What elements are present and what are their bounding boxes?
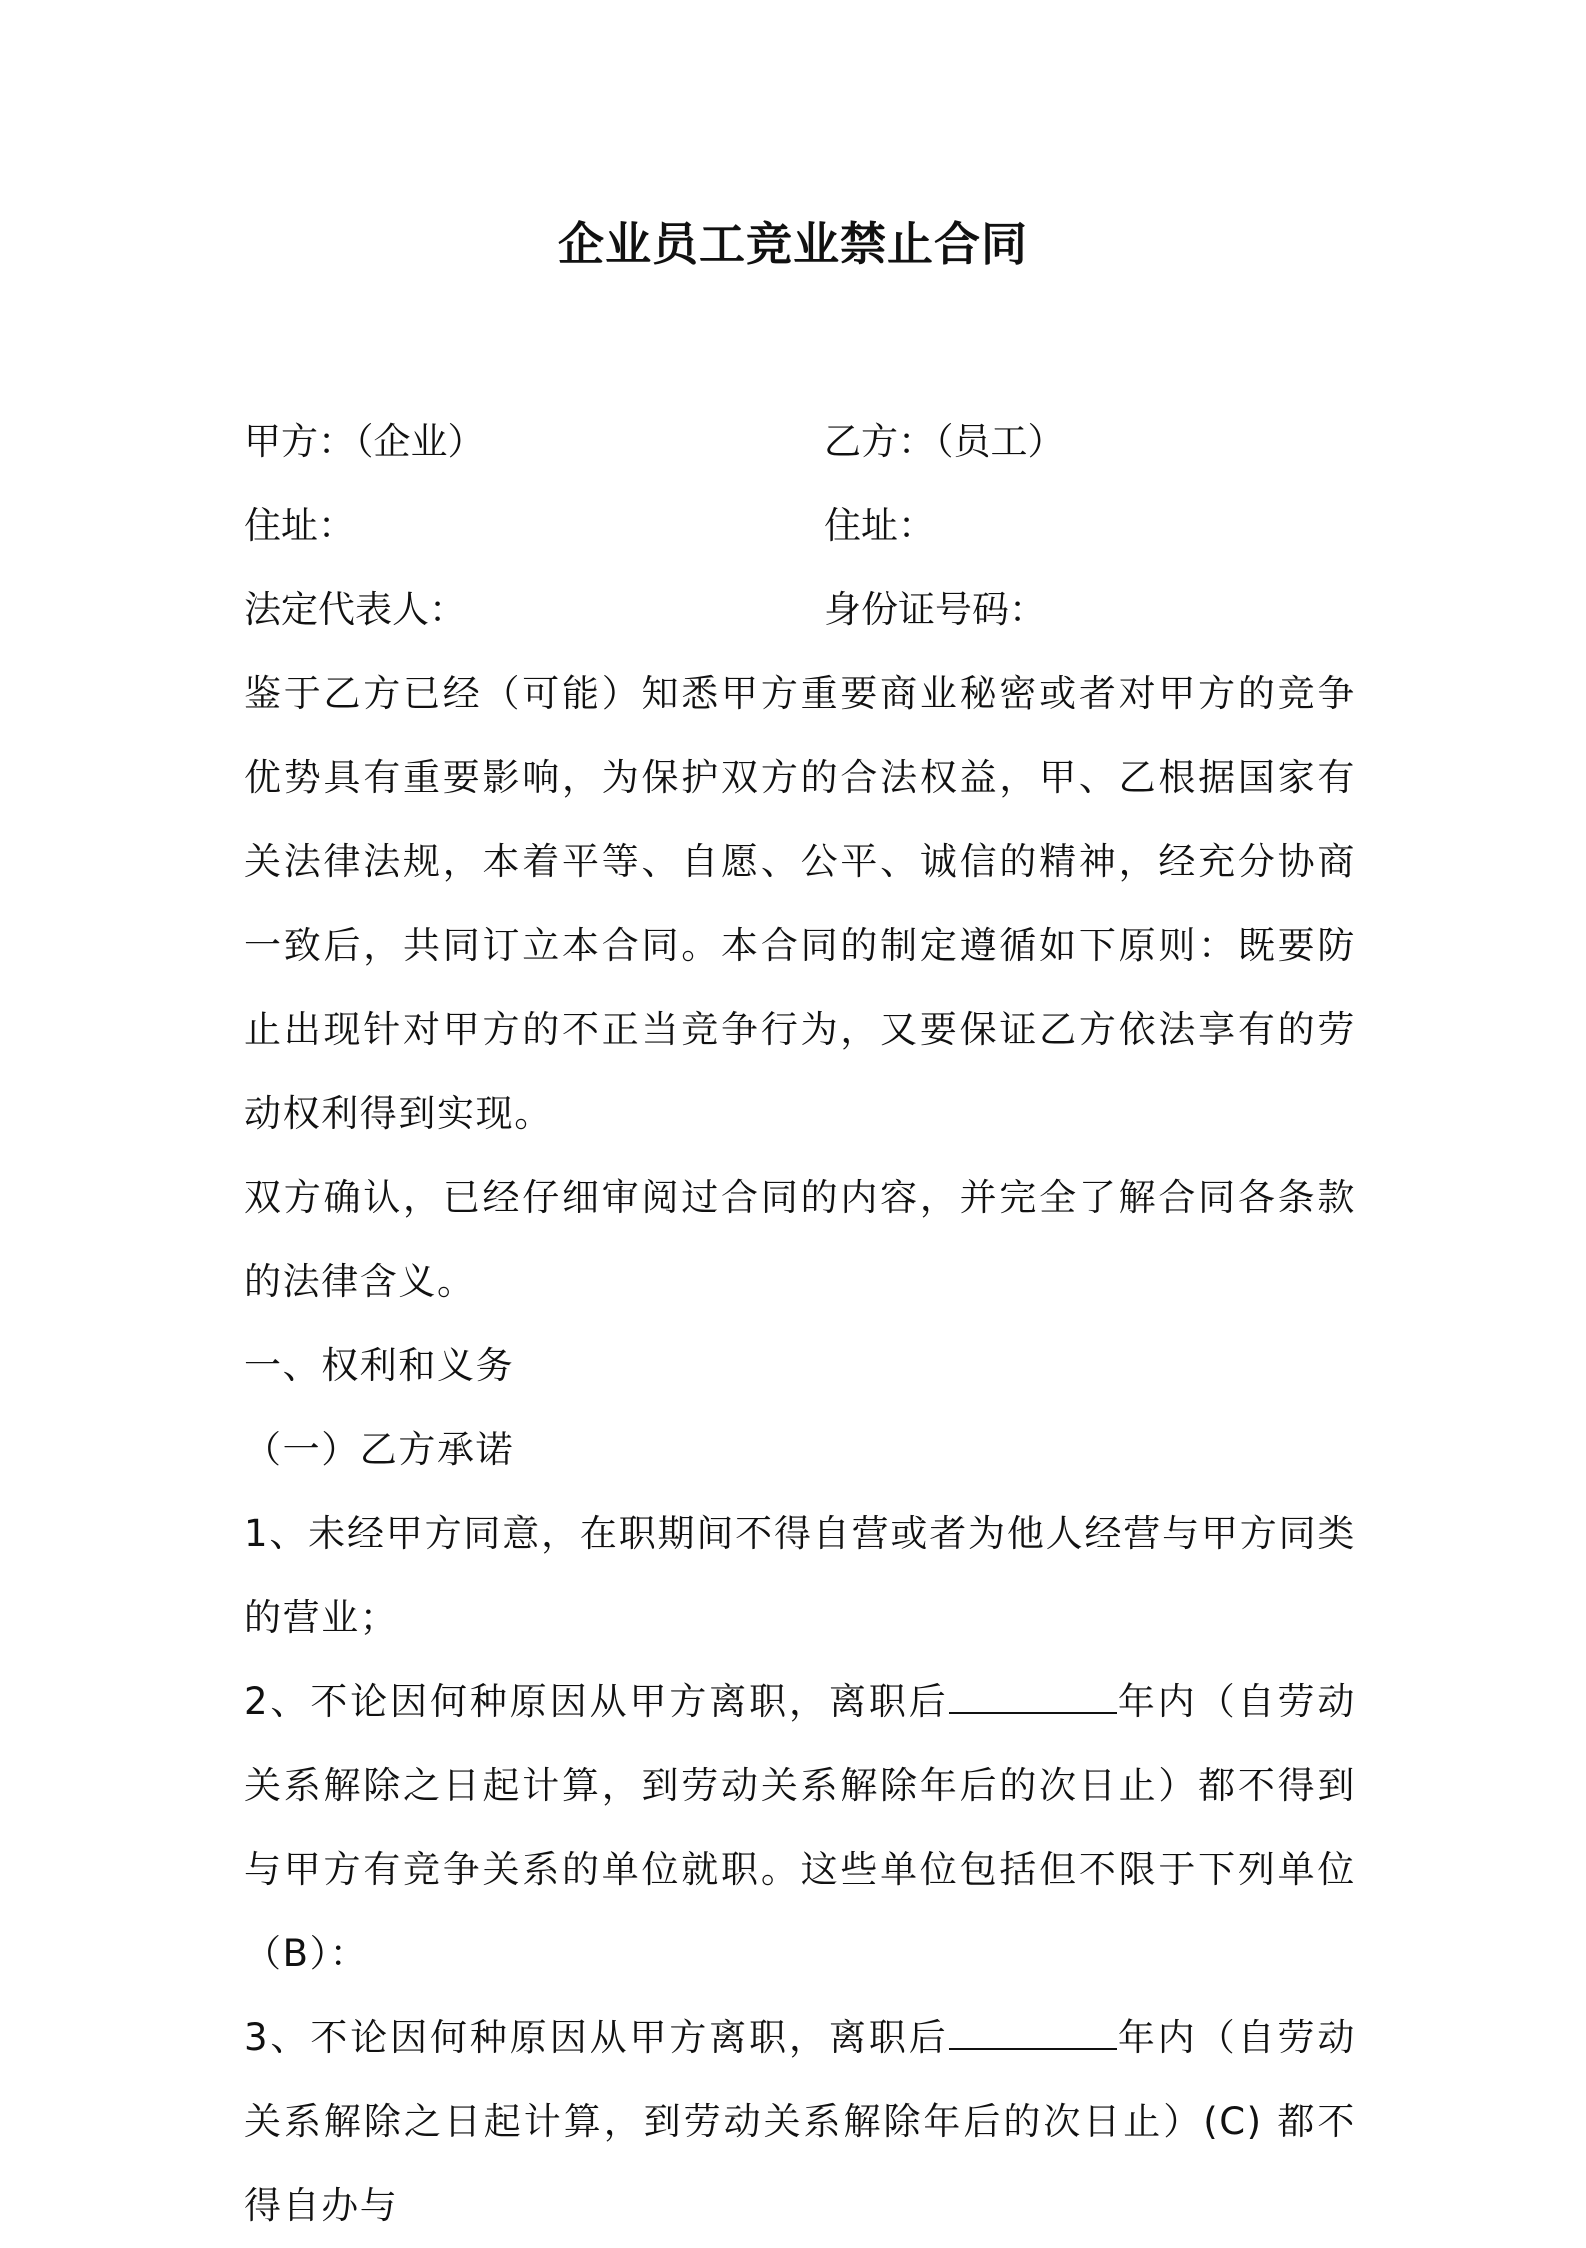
party-a-rep-label: 法定代表人： (244, 588, 466, 631)
clause-2 (244, 1660, 1356, 1996)
preamble-paragraph: 鉴于乙方已经（可能）知悉甲方重要商业秘密或者对甲方的竞争优势具有重要影响，为保护双方的合法权益，甲、乙根据国家有关法律法规，本着平等、自愿、公平、诚信的精神，经充分协商一致后，共同订立本合同。本合同的制定遵循如下原则：既要防止出现针对甲方的不正当竞争行为，又要保证乙方依法享有的劳动权利得到实现。 (244, 672, 1356, 1135)
document-title: 企业员工竞业禁止合同 (558, 217, 1028, 271)
clause-1: 1、未经甲方同意，在职期间不得自营或者为他人经营与甲方同类的营业； (244, 1512, 1356, 1639)
party-b-name-label: 乙方：（员工） (824, 420, 1065, 463)
clause-3 (244, 1996, 1356, 2248)
clause-3-prefix: 3、不论因何种原因从甲方离职，离职后 (244, 2016, 949, 2059)
section-heading: 一、权利和义务 (244, 1344, 515, 1387)
clause-2-prefix: 2、不论因何种原因从甲方离职，离职后 (244, 1680, 949, 1723)
clause-2-blank-field (949, 1682, 1117, 1714)
subsection-heading: （一）乙方承诺 (244, 1428, 515, 1471)
clause-3-suffix: 年内（自劳动关系解除之日起计算，到劳动关系解除年后的次日止）(C) 都不得自办与 (244, 2016, 1356, 2227)
document-body (244, 652, 1356, 2248)
confirmation-paragraph: 双方确认，已经仔细审阅过合同的内容，并完全了解合同各条款的法律含义。 (244, 1176, 1356, 1303)
parties-block (244, 400, 1354, 652)
party-b-id-label: 身份证号码： (824, 588, 1046, 631)
party-id-row (244, 568, 1354, 652)
clause-3-blank-field (949, 2018, 1117, 2050)
party-b-address-label: 住址： (824, 504, 935, 547)
party-a-name-label: 甲方：（企业） (244, 420, 485, 463)
party-a-address-label: 住址： (244, 504, 355, 547)
party-address-row (244, 484, 1354, 568)
party-name-row (244, 400, 1354, 484)
clause-2-suffix: 年内（自劳动关系解除之日起计算，到劳动关系解除年后的次日止）都不得到与甲方有竞争关系的单位就职。这些单位包括但不限于下列单位（B）： (244, 1680, 1356, 1975)
